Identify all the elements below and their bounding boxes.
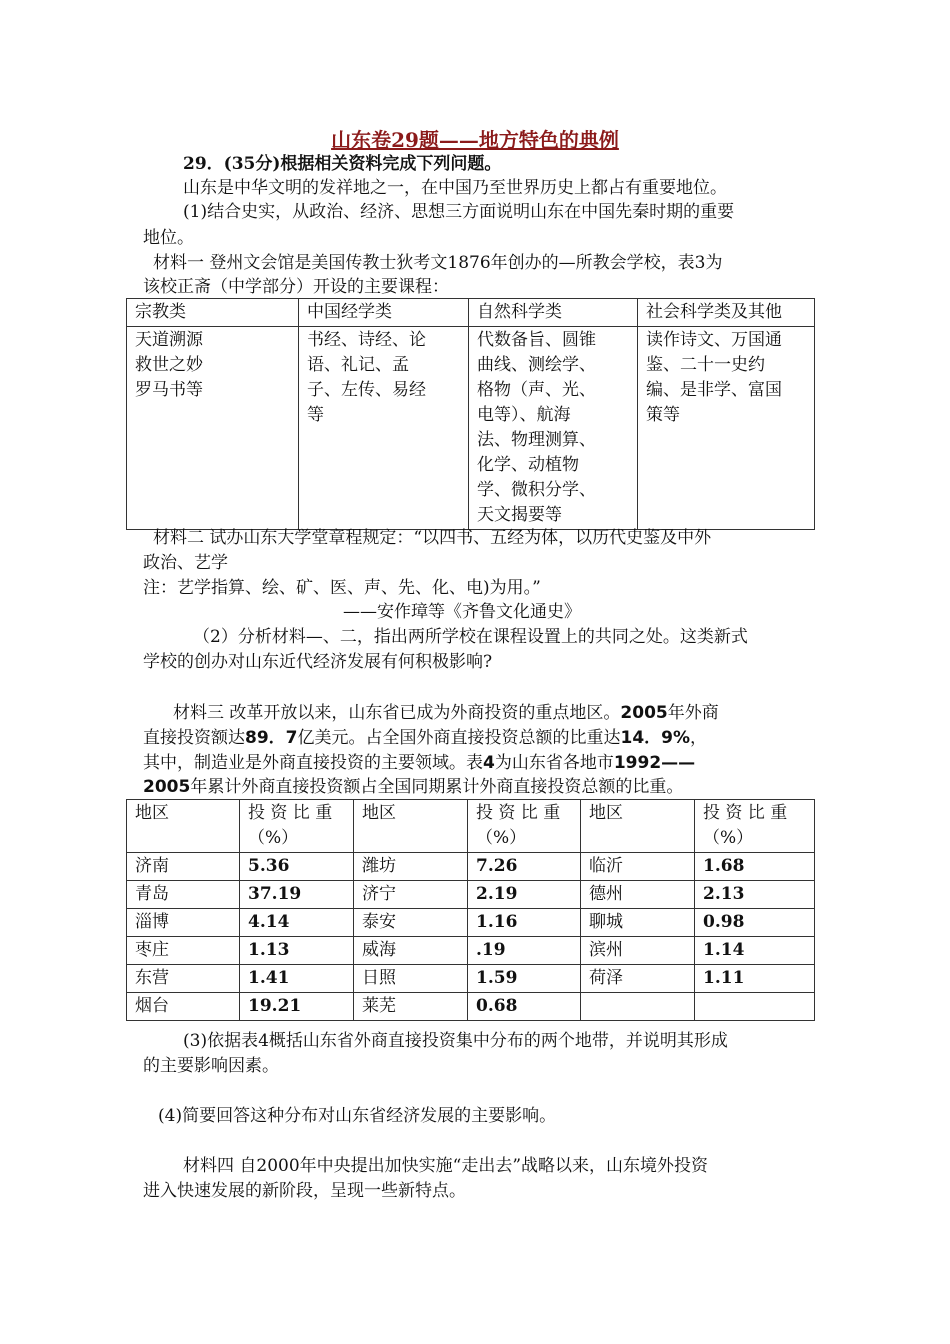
header-line: （%） — [248, 828, 299, 848]
table-row — [127, 853, 815, 881]
document-title: 山东卷29题——地方特色的典例 — [331, 128, 619, 152]
text-run: 年外商 — [667, 703, 719, 723]
ratio-cell: 1.16 — [468, 909, 581, 937]
cell-line: 曲线、测绘学、 — [477, 355, 596, 375]
ratio-cell: 5.36 — [240, 853, 354, 881]
material-3-line-2 — [143, 726, 707, 750]
table-row — [127, 881, 815, 909]
cell-line: 学、微积分学、 — [477, 480, 596, 500]
table-row — [127, 800, 815, 853]
table-row — [127, 937, 815, 965]
region-cell: 枣庄 — [127, 937, 240, 965]
region-cell: 临沂 — [581, 853, 695, 881]
question-29-heading: 29．(35分)根据相关资料完成下列问题。 — [183, 154, 502, 174]
ratio-cell: 2.13 — [695, 881, 815, 909]
question-3-line-2: 的主要影响因素。 — [143, 1056, 279, 1076]
cell-line: 等 — [307, 405, 324, 425]
text-run: 年累计外商直接投资额占全国同期累计外商直接投资总额的比重。 — [190, 777, 684, 797]
question-1-line-1: (1)结合史实，从政治、经济、思想三方面说明山东在中国先秦时期的重要 — [183, 202, 735, 222]
region-cell: 烟台 — [127, 993, 240, 1021]
cell-line: 天文揭要等 — [477, 505, 562, 525]
ratio-cell: 1.59 — [468, 965, 581, 993]
table-row — [127, 965, 815, 993]
material-1-line-1: 材料一 登州文会馆是美国传教士狄考文1876年创办的—所教会学校，表3为 — [153, 253, 723, 273]
table-row — [127, 909, 815, 937]
table-header-cell — [468, 800, 581, 853]
ratio-cell: 37.19 — [240, 881, 354, 909]
year-2005: 2005 — [620, 703, 668, 723]
ratio-cell — [695, 993, 815, 1021]
text-run: 直接投资额达 — [143, 728, 245, 748]
material-3-line-4 — [143, 775, 683, 799]
table-3-courses — [126, 298, 815, 530]
cell-line: 读作诗文、万国通 — [646, 330, 782, 350]
text-run: 材料三 改革开放以来，山东省已成为外商投资的重点地区。 — [173, 703, 621, 723]
cell-line: 罗马书等 — [135, 380, 203, 400]
material-1-line-2: 该校正斋（中学部分）开设的主要课程： — [143, 277, 449, 297]
table-cell-social — [638, 327, 815, 530]
question-3-line-1: (3)依据表4概括山东省外商直接投资集中分布的两个地带，并说明其形成 — [183, 1031, 728, 1051]
region-cell: 济南 — [127, 853, 240, 881]
table-cell-science — [469, 327, 638, 530]
cell-line: 语、礼记、孟 — [307, 355, 409, 375]
text-run: 亿美元。占全国外商直接投资总额的比重达 — [297, 728, 621, 748]
text-run: 其中，制造业是外商直接投资的主要领域。表 — [143, 753, 483, 773]
cell-line: 鉴、二十一史约 — [646, 355, 765, 375]
ratio-cell: 1.11 — [695, 965, 815, 993]
cell-line: 代数备旨、圆锥 — [477, 330, 596, 350]
table-header-cell — [695, 800, 815, 853]
question-4: (4)简要回答这种分布对山东省经济发展的主要影响。 — [158, 1106, 557, 1126]
table-cell-religion — [127, 327, 299, 530]
region-cell: 聊城 — [581, 909, 695, 937]
ratio-cell: 1.41 — [240, 965, 354, 993]
ratio-cell: 19.21 — [240, 993, 354, 1021]
table-header-cell: 中国经学类 — [299, 299, 469, 327]
region-cell: 荷泽 — [581, 965, 695, 993]
cell-line: 法、物理测算、 — [477, 430, 596, 450]
table-cell-classics — [299, 327, 469, 530]
cell-line: 策等 — [646, 405, 680, 425]
region-cell: 德州 — [581, 881, 695, 909]
region-cell: 莱芜 — [354, 993, 468, 1021]
text-run: ， — [690, 728, 708, 748]
region-cell: 青岛 — [127, 881, 240, 909]
material-3-line-3 — [143, 751, 695, 775]
region-cell: 济宁 — [354, 881, 468, 909]
year-range-start: 1992—— — [613, 753, 696, 773]
region-cell: 日照 — [354, 965, 468, 993]
table-number: 4 — [483, 753, 495, 773]
question-2-line-1: （2）分析材料—、二，指出两所学校在课程设置上的共同之处。这类新式 — [193, 627, 748, 647]
ratio-cell: 2.19 — [468, 881, 581, 909]
table-header-cell: 地区 — [354, 800, 468, 853]
table-header-cell: 宗教类 — [127, 299, 299, 327]
question-1-line-2: 地位。 — [143, 228, 194, 248]
cell-line: 编、是非学、富国 — [646, 380, 782, 400]
material-2-line-3: 注：艺学指算、绘、矿、医、声、先、化、电)为用。” — [143, 578, 541, 598]
cell-line: 救世之妙 — [135, 355, 203, 375]
material-2-line-2: 政治、艺学 — [143, 553, 228, 573]
cell-line: 天道溯源 — [135, 330, 203, 350]
region-cell: 淄博 — [127, 909, 240, 937]
material-2-source: ——安作璋等《齐鲁文化通史》 — [343, 602, 581, 622]
table-row — [127, 993, 815, 1021]
region-cell: 潍坊 — [354, 853, 468, 881]
text-run: 为山东省各地市 — [494, 753, 614, 773]
header-line: （%） — [476, 828, 527, 848]
region-cell — [581, 993, 695, 1021]
region-cell: 东营 — [127, 965, 240, 993]
investment-share: 14．9% — [620, 728, 691, 748]
ratio-cell: 0.68 — [468, 993, 581, 1021]
region-cell: 滨州 — [581, 937, 695, 965]
table-row — [127, 327, 815, 530]
cell-line: 格物（声、光、 — [477, 380, 596, 400]
cell-line: 电等）、航海 — [477, 405, 571, 425]
cell-line: 子、左传、易经 — [307, 380, 426, 400]
table-4-investment — [126, 799, 815, 1021]
cell-line: 书经、诗经、论 — [307, 330, 426, 350]
question-2-line-2: 学校的创办对山东近代经济发展有何积极影响? — [143, 652, 493, 672]
region-cell: 泰安 — [354, 909, 468, 937]
ratio-cell: 1.14 — [695, 937, 815, 965]
ratio-cell: 0.98 — [695, 909, 815, 937]
year-range-end: 2005 — [143, 777, 191, 797]
ratio-cell: 4.14 — [240, 909, 354, 937]
material-2-line-1: 材料二 试办山东大学堂章程规定：“以四书、五经为体，以历代史鉴及中外 — [153, 528, 712, 548]
material-4-line-2: 进入快速发展的新阶段，呈现一些新特点。 — [143, 1181, 466, 1201]
header-line: 投 资 比 重 — [476, 803, 561, 823]
table-header-cell: 自然科学类 — [469, 299, 638, 327]
material-3-line-1 — [173, 701, 719, 725]
table-row — [127, 299, 815, 327]
table-header-cell — [240, 800, 354, 853]
region-cell: 威海 — [354, 937, 468, 965]
ratio-cell: .19 — [468, 937, 581, 965]
investment-amount: 89．7 — [245, 728, 298, 748]
header-line: （%） — [703, 828, 754, 848]
intro-text: 山东是中华文明的发祥地之一，在中国乃至世界历史上都占有重要地位。 — [183, 178, 727, 198]
cell-line: 化学、动植物 — [477, 455, 579, 475]
table-header-cell: 地区 — [127, 800, 240, 853]
ratio-cell: 1.13 — [240, 937, 354, 965]
table-header-cell: 地区 — [581, 800, 695, 853]
header-line: 投 资 比 重 — [248, 803, 333, 823]
material-4-line-1: 材料四 自2000年中央提出加快实施“走出去”战略以来，山东境外投资 — [183, 1156, 709, 1176]
ratio-cell: 7.26 — [468, 853, 581, 881]
ratio-cell: 1.68 — [695, 853, 815, 881]
table-header-cell: 社会科学类及其他 — [638, 299, 815, 327]
header-line: 投 资 比 重 — [703, 803, 788, 823]
